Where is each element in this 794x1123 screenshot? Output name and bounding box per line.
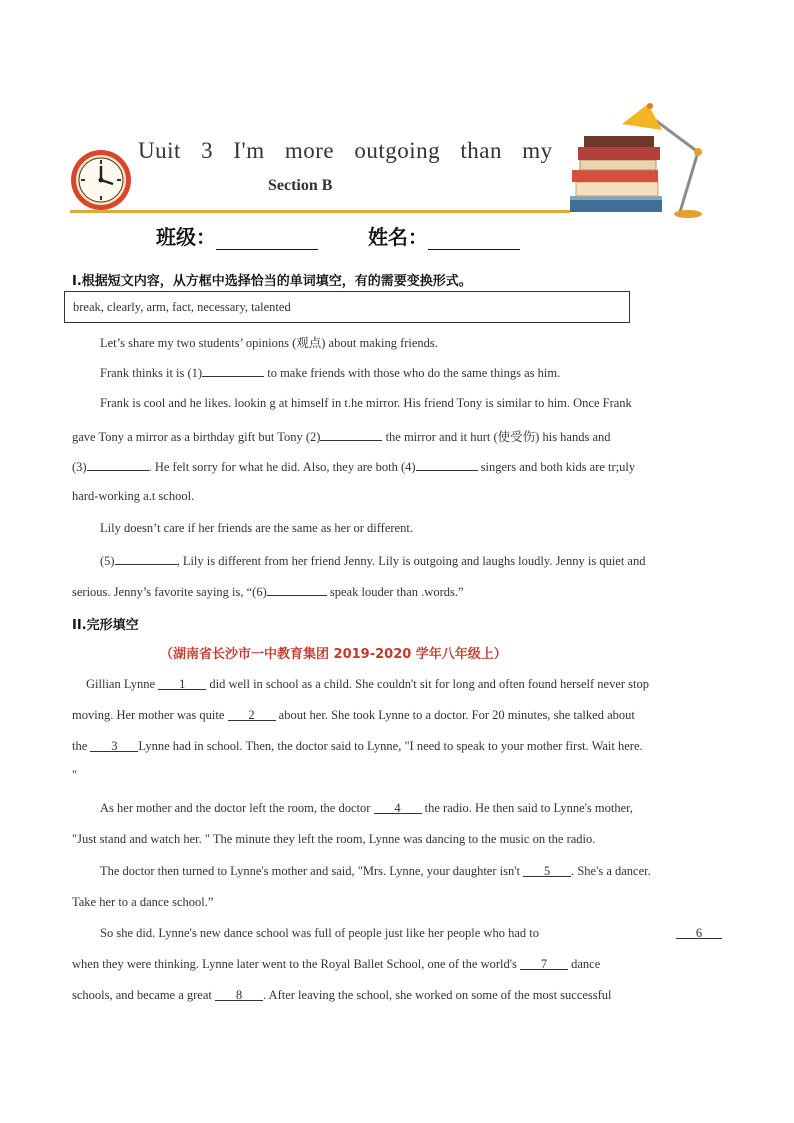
blank-4[interactable] <box>416 458 478 471</box>
name-blank[interactable] <box>428 231 520 250</box>
passage-line: hard-working a.t school. <box>72 489 195 503</box>
passage-line: when they were thinking. Lynne later went to the Royal Ballet School, one of the world's 7 dance <box>72 957 601 971</box>
passage-line: "Just stand and watch her. " The minute they left the room, Lynne was dancing to the music on the radio. <box>72 832 596 846</box>
blank-5[interactable] <box>115 552 177 565</box>
source-note: （湖南省长沙市一中教育集团 2019-2020 学年八年级上） <box>160 647 507 662</box>
part1-heading: I.根据短文内容，从方框中选择恰当的单词填空，有的需要变换形式。 <box>72 274 472 289</box>
passage-line: " <box>72 768 78 782</box>
blank-3[interactable] <box>87 458 149 471</box>
class-label: 班级： <box>156 225 216 249</box>
passage-line: schools, and became a great 8 . After leaving the school, she worked on some of the most successful <box>72 988 612 1002</box>
title-word: more <box>284 138 335 163</box>
title-word: I'm <box>233 138 265 163</box>
passage-line: serious. Jenny’s favorite saying is, “(6) speak louder than .words.” <box>72 585 464 599</box>
part2-heading: II.完形填空 <box>72 618 139 633</box>
name-label: 姓名： <box>367 225 428 249</box>
books-lamp-illustration <box>560 100 710 220</box>
cloze-blank-1[interactable]: 1 <box>158 677 206 690</box>
passage-line: the 3 Lynne had in school. Then, the doctor said to Lynne, "I need to speak to your mother first. Wait here. <box>72 739 643 753</box>
passage-line: (5) , Lily is different from her friend Jenny. Lily is outgoing and laughs loudly. Jenny is quiet and <box>100 554 646 568</box>
word-box: break, clearly, arm, fact, necessary, talented <box>64 291 630 323</box>
cloze-blank-7[interactable]: 7 <box>520 957 568 970</box>
cloze-blank-8[interactable]: 8 <box>215 988 263 1001</box>
cloze-blank-5[interactable]: 5 <box>523 864 571 877</box>
clock-icon <box>69 148 133 212</box>
cloze-blank-6[interactable]: 6 <box>676 926 722 939</box>
passage-line: Frank thinks it is (1) to make friends with those who do the same things as him. <box>100 366 561 380</box>
passage-line: The doctor then turned to Lynne's mother and said, "Mrs. Lynne, your daughter isn't 5 . She's a dancer. <box>100 864 651 878</box>
passage-line <box>676 926 722 941</box>
blank-6[interactable] <box>267 583 327 596</box>
section-label: Section B <box>268 177 333 194</box>
header-rule <box>70 210 570 213</box>
passage-line: Let’s share my two students’ opinions (观点) about making friends. <box>100 336 438 350</box>
passage-line: (3) . He felt sorry for what he did. Also, they are both (4) singers and both kids are tr;uly <box>72 460 636 474</box>
cloze-blank-2[interactable]: 2 <box>228 708 276 721</box>
blank-1[interactable] <box>202 364 264 377</box>
passage-line: gave Tony a mirror as a birthday gift but Tony (2) the mirror and it hurt (使受伤) his hands and <box>72 430 611 444</box>
title-word: Uuit <box>138 138 181 163</box>
passage-line: Gillian Lynne 1 did well in school as a child. She couldn't sit for long and often found herself never stop <box>86 677 650 691</box>
cloze-blank-3[interactable]: 3 <box>90 739 138 752</box>
title-word: than <box>460 138 502 163</box>
title-word: outgoing <box>354 138 441 163</box>
page-title <box>138 138 567 164</box>
title-word: my <box>522 138 553 163</box>
class-blank[interactable] <box>216 231 318 250</box>
passage-line: As her mother and the doctor left the room, the doctor 4 the radio. He then said to Lynne's mother, <box>100 801 633 815</box>
passage-line: Lily doesn’t care if her friends are the same as her or different. <box>100 521 413 535</box>
class-name-row <box>156 221 520 250</box>
passage-line: Take her to a dance school.” <box>72 895 214 909</box>
blank-2[interactable] <box>320 428 382 441</box>
passage-line: So she did. Lynne's new dance school was full of people just like her people who had to <box>100 926 539 940</box>
passage-line: moving. Her mother was quite 2 about her. She took Lynne to a doctor. For 20 minutes, she talked about <box>72 708 635 722</box>
passage-line: Frank is cool and he likes. lookin g at himself in t.he mirror. His friend Tony is similar to him. Once Frank <box>100 396 632 410</box>
title-word: 3 <box>201 138 214 163</box>
cloze-blank-4[interactable]: 4 <box>374 801 422 814</box>
